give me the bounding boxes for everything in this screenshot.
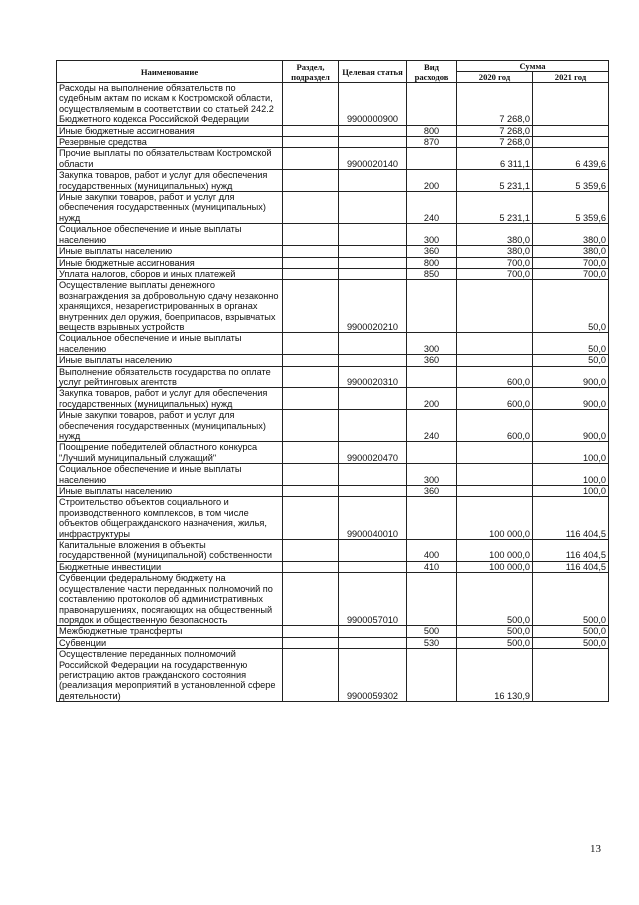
cell-target (339, 333, 407, 355)
cell-target (339, 410, 407, 442)
cell-sum-2021: 380,0 (533, 224, 609, 246)
header-expense-type: Вид расходов (407, 61, 457, 83)
table-row (57, 355, 609, 366)
cell-name: Межбюджетные трансферты (57, 626, 283, 637)
cell-expense-type: 200 (407, 170, 457, 192)
cell-name: Уплата налогов, сборов и иных платежей (57, 268, 283, 279)
table-row (57, 497, 609, 540)
cell-section (283, 464, 339, 486)
cell-expense-type: 360 (407, 246, 457, 257)
cell-expense-type: 800 (407, 257, 457, 268)
cell-name: Иные бюджетные ассигнования (57, 125, 283, 136)
cell-sum-2020: 380,0 (457, 224, 533, 246)
cell-expense-type: 400 (407, 540, 457, 562)
cell-sum-2021: 100,0 (533, 442, 609, 464)
cell-target: 9900059302 (339, 649, 407, 702)
cell-sum-2020 (457, 486, 533, 497)
table-row (57, 246, 609, 257)
cell-expense-type: 800 (407, 125, 457, 136)
cell-name: Иные закупки товаров, работ и услуг для обеспечения государственных (муниципальных) нужд (57, 410, 283, 442)
cell-target: 9900020140 (339, 148, 407, 170)
cell-name: Закупка товаров, работ и услуг для обеспечения государственных (муниципальных) нужд (57, 388, 283, 410)
cell-sum-2021: 50,0 (533, 280, 609, 333)
cell-expense-type: 870 (407, 137, 457, 148)
cell-target (339, 355, 407, 366)
cell-name: Иные выплаты населению (57, 486, 283, 497)
cell-sum-2020: 700,0 (457, 257, 533, 268)
table-row (57, 280, 609, 333)
cell-section (283, 410, 339, 442)
table-row (57, 486, 609, 497)
cell-expense-type: 850 (407, 268, 457, 279)
cell-sum-2020: 100 000,0 (457, 497, 533, 540)
cell-target (339, 388, 407, 410)
cell-sum-2020: 500,0 (457, 637, 533, 648)
cell-section (283, 280, 339, 333)
header-year-2021: 2021 год (533, 72, 609, 83)
cell-expense-type: 410 (407, 561, 457, 572)
cell-name: Капитальные вложения в объекты государственной (муниципальной) собственности (57, 540, 283, 562)
cell-section (283, 170, 339, 192)
cell-name: Закупка товаров, работ и услуг для обеспечения государственных (муниципальных) нужд (57, 170, 283, 192)
cell-sum-2020: 16 130,9 (457, 649, 533, 702)
cell-sum-2021: 100,0 (533, 464, 609, 486)
cell-section (283, 497, 339, 540)
header-target: Целевая статья (339, 61, 407, 83)
cell-name: Социальное обеспечение и иные выплаты населению (57, 224, 283, 246)
cell-expense-type: 300 (407, 224, 457, 246)
cell-section (283, 637, 339, 648)
cell-sum-2020: 500,0 (457, 573, 533, 626)
cell-sum-2021: 900,0 (533, 410, 609, 442)
cell-sum-2021: 500,0 (533, 637, 609, 648)
cell-name: Иные закупки товаров, работ и услуг для обеспечения государственных (муниципальных) нужд (57, 192, 283, 224)
cell-sum-2020: 380,0 (457, 246, 533, 257)
cell-sum-2021: 116 404,5 (533, 561, 609, 572)
cell-sum-2021: 500,0 (533, 626, 609, 637)
table-row (57, 224, 609, 246)
table-body (57, 83, 609, 702)
cell-expense-type: 240 (407, 410, 457, 442)
budget-table (56, 60, 609, 702)
cell-sum-2020: 7 268,0 (457, 125, 533, 136)
cell-sum-2021: 100,0 (533, 486, 609, 497)
cell-expense-type (407, 442, 457, 464)
cell-sum-2020: 5 231,1 (457, 192, 533, 224)
cell-name: Выполнение обязательств государства по оплате услуг рейтинговых агентств (57, 366, 283, 388)
cell-name: Расходы на выполнение обязательств по судебным актам по искам к Костромской области, осуществляемым в соответствии со статьей 242.2 Бюджетного кодекса Российской Федерации (57, 83, 283, 126)
cell-sum-2020: 5 231,1 (457, 170, 533, 192)
table-row (57, 125, 609, 136)
cell-sum-2020: 7 268,0 (457, 137, 533, 148)
cell-target: 9900020470 (339, 442, 407, 464)
cell-sum-2020 (457, 355, 533, 366)
table-row (57, 268, 609, 279)
cell-target: 9900057010 (339, 573, 407, 626)
cell-section (283, 626, 339, 637)
cell-section (283, 355, 339, 366)
cell-expense-type: 360 (407, 355, 457, 366)
cell-sum-2021: 900,0 (533, 366, 609, 388)
cell-sum-2021 (533, 125, 609, 136)
cell-sum-2021: 6 439,6 (533, 148, 609, 170)
cell-section (283, 561, 339, 572)
cell-target (339, 137, 407, 148)
cell-section (283, 649, 339, 702)
cell-sum-2020: 700,0 (457, 268, 533, 279)
cell-name: Поощрение победителей областного конкурса "Лучший муниципальный служащий" (57, 442, 283, 464)
cell-section (283, 573, 339, 626)
cell-section (283, 257, 339, 268)
cell-name: Социальное обеспечение и иные выплаты населению (57, 333, 283, 355)
cell-target: 9900040010 (339, 497, 407, 540)
table-row (57, 649, 609, 702)
cell-sum-2020 (457, 442, 533, 464)
table-row (57, 137, 609, 148)
table-row (57, 573, 609, 626)
cell-target (339, 125, 407, 136)
cell-section (283, 83, 339, 126)
cell-section (283, 333, 339, 355)
cell-name: Социальное обеспечение и иные выплаты населению (57, 464, 283, 486)
table-row (57, 257, 609, 268)
cell-sum-2020: 600,0 (457, 388, 533, 410)
cell-sum-2021 (533, 137, 609, 148)
cell-expense-type: 360 (407, 486, 457, 497)
page-number: 13 (590, 843, 601, 855)
cell-target (339, 486, 407, 497)
cell-target (339, 637, 407, 648)
table-row (57, 148, 609, 170)
cell-sum-2020: 100 000,0 (457, 540, 533, 562)
cell-sum-2021: 116 404,5 (533, 540, 609, 562)
cell-sum-2021 (533, 649, 609, 702)
cell-section (283, 268, 339, 279)
cell-sum-2021: 5 359,6 (533, 170, 609, 192)
cell-sum-2021 (533, 83, 609, 126)
cell-sum-2020 (457, 280, 533, 333)
cell-expense-type: 530 (407, 637, 457, 648)
cell-sum-2020: 500,0 (457, 626, 533, 637)
cell-target (339, 540, 407, 562)
cell-expense-type: 300 (407, 333, 457, 355)
cell-name: Иные бюджетные ассигнования (57, 257, 283, 268)
cell-section (283, 192, 339, 224)
cell-sum-2021: 50,0 (533, 333, 609, 355)
cell-section (283, 148, 339, 170)
cell-sum-2020 (457, 333, 533, 355)
cell-expense-type (407, 497, 457, 540)
cell-expense-type (407, 280, 457, 333)
cell-section (283, 486, 339, 497)
cell-target: 9900020210 (339, 280, 407, 333)
cell-name: Иные выплаты населению (57, 246, 283, 257)
cell-name: Прочие выплаты по обязательствам Костромской области (57, 148, 283, 170)
cell-section (283, 246, 339, 257)
cell-target: 9900000900 (339, 83, 407, 126)
table-row (57, 464, 609, 486)
cell-target (339, 626, 407, 637)
cell-sum-2021: 116 404,5 (533, 497, 609, 540)
table-row (57, 540, 609, 562)
cell-section (283, 137, 339, 148)
table-row (57, 83, 609, 126)
cell-section (283, 224, 339, 246)
cell-sum-2020: 600,0 (457, 366, 533, 388)
cell-expense-type (407, 573, 457, 626)
header-sum: Сумма (457, 61, 609, 72)
header-year-2020: 2020 год (457, 72, 533, 83)
cell-expense-type (407, 148, 457, 170)
table-row (57, 626, 609, 637)
cell-target (339, 192, 407, 224)
cell-sum-2020: 7 268,0 (457, 83, 533, 126)
table-row (57, 442, 609, 464)
cell-sum-2020 (457, 464, 533, 486)
cell-sum-2020: 600,0 (457, 410, 533, 442)
cell-name: Резервные средства (57, 137, 283, 148)
table-header (57, 61, 609, 83)
cell-expense-type: 300 (407, 464, 457, 486)
cell-section (283, 442, 339, 464)
cell-section (283, 388, 339, 410)
table-row (57, 333, 609, 355)
cell-target (339, 170, 407, 192)
cell-target (339, 257, 407, 268)
cell-target (339, 224, 407, 246)
header-section: Раздел, подраздел (283, 61, 339, 83)
table-row (57, 637, 609, 648)
cell-section (283, 125, 339, 136)
cell-target: 9900020310 (339, 366, 407, 388)
table-row (57, 170, 609, 192)
cell-name: Субвенции федеральному бюджету на осуществление части переданных полномочий по составлению протоколов об административных правонарушениях, посягающих на общественный порядок и общественную безопасность (57, 573, 283, 626)
cell-sum-2021: 500,0 (533, 573, 609, 626)
cell-expense-type (407, 366, 457, 388)
cell-expense-type: 240 (407, 192, 457, 224)
cell-expense-type: 500 (407, 626, 457, 637)
cell-name: Субвенции (57, 637, 283, 648)
cell-sum-2021: 5 359,6 (533, 192, 609, 224)
cell-section (283, 540, 339, 562)
cell-expense-type (407, 83, 457, 126)
table-row (57, 410, 609, 442)
cell-sum-2020: 6 311,1 (457, 148, 533, 170)
cell-target (339, 268, 407, 279)
cell-name: Иные выплаты населению (57, 355, 283, 366)
cell-sum-2021: 700,0 (533, 257, 609, 268)
table-row (57, 388, 609, 410)
table-row (57, 366, 609, 388)
cell-sum-2021: 380,0 (533, 246, 609, 257)
cell-sum-2021: 50,0 (533, 355, 609, 366)
cell-name: Осуществление переданных полномочий Российской Федерации на государственную регистрацию актов гражданского состояния (реализация мероприятий в установленной сфере деятельности) (57, 649, 283, 702)
cell-expense-type (407, 649, 457, 702)
cell-name: Строительство объектов социального и производственного комплексов, в том числе объектов общегражданского назначения, жилья, инфраструктуры (57, 497, 283, 540)
cell-sum-2021: 700,0 (533, 268, 609, 279)
cell-expense-type: 200 (407, 388, 457, 410)
cell-target (339, 246, 407, 257)
cell-name: Бюджетные инвестиции (57, 561, 283, 572)
cell-target (339, 561, 407, 572)
cell-sum-2021: 900,0 (533, 388, 609, 410)
table-row (57, 192, 609, 224)
cell-sum-2020: 100 000,0 (457, 561, 533, 572)
cell-section (283, 366, 339, 388)
header-name: Наименование (57, 61, 283, 83)
cell-name: Осуществление выплаты денежного вознаграждения за добровольную сдачу незаконно хранящихся, незарегистрированных в органах внутренних дел оружия, боеприпасов, взрывчатых веществ взрывных устройств (57, 280, 283, 333)
cell-target (339, 464, 407, 486)
table-row (57, 561, 609, 572)
